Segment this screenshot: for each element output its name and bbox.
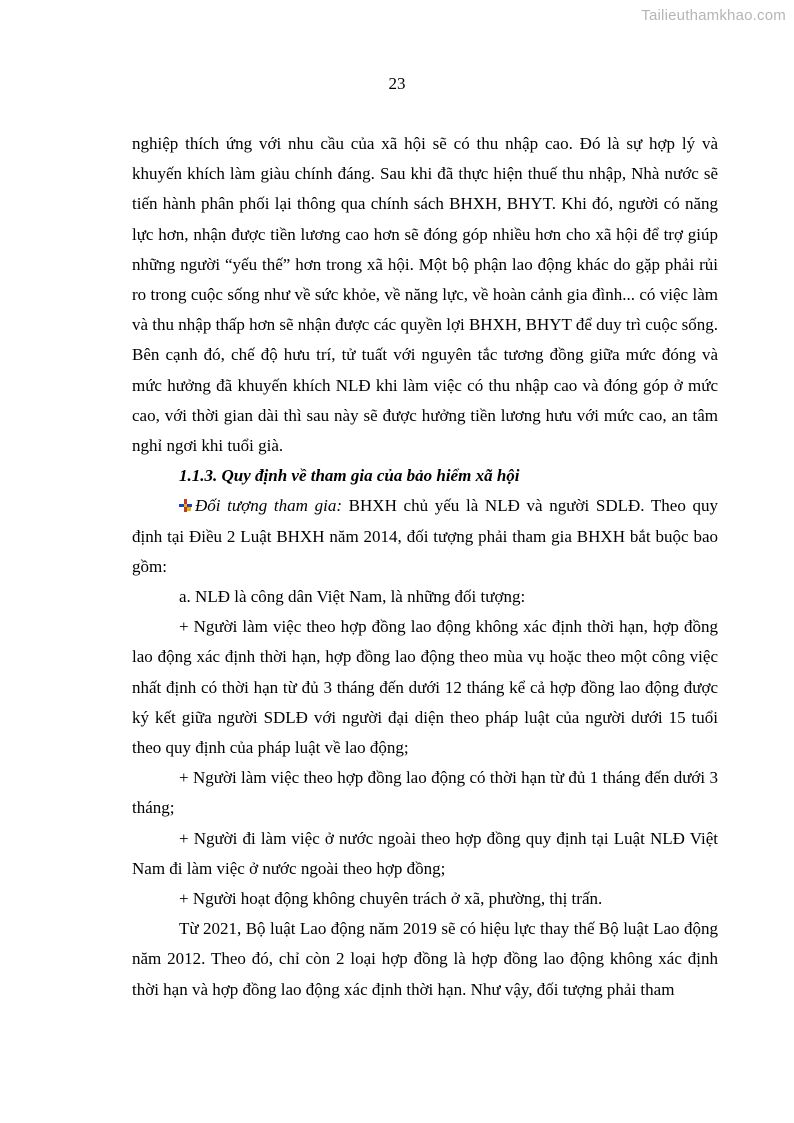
list-item-plus-1: + Người làm việc theo hợp đồng lao động không xác định thời hạn, hợp đồng lao động xác định thời hạn, hợp đồng lao động theo mùa vụ hoặc theo một công việc nhất định có thời hạn từ đủ 3 tháng đến dưới 12 tháng kể cả hợp đồng lao động được ký kết giữa người SDLĐ với người đại diện theo pháp luật của người dưới 15 tuổi theo quy định của pháp luật về lao động; [132,617,718,758]
section-heading: 1.1.3. Quy định về tham gia của bảo hiểm xã hội [179,466,520,486]
document-body [132,129,718,1005]
plus-bullet-icon [179,499,192,512]
participants-label: Đối tượng tham gia: [195,496,342,516]
list-item-plus-3: + Người đi làm việc ở nước ngoài theo hợp đồng quy định tại Luật NLĐ Việt Nam đi làm việc ở nước ngoài theo hợp đồng; [132,828,718,878]
watermark: Tailieuthamkhao.com [641,7,786,24]
list-item-a: a. NLĐ là công dân Việt Nam, là những đối tượng: [179,587,526,607]
paragraph-continuation: nghiệp thích ứng với nhu cầu của xã hội sẽ có thu nhập cao. Đó là sự hợp lý và khuyến khích làm giàu chính đáng. Sau khi đã thực hiện thuế thu nhập, Nhà nước sẽ tiến hành phân phối lại thông qua chính sách BHXH, BHYT. Khi đó, người có năng lực hơn, nhận được tiền lương cao hơn sẽ đóng góp nhiều hơn cho xã hội để trợ giúp những người “yếu thế” hơn trong xã hội. Một bộ phận lao động khác do gặp phải rủi ro trong cuộc sống như về sức khỏe, về năng lực, về hoàn cảnh gia đình... có việc làm và thu nhập thấp hơn sẽ nhận được các quyền lợi BHXH, BHYT để duy trì cuộc sống. Bên cạnh đó, chế độ hưu trí, tử tuất với nguyên tắc tương đồng giữa mức đóng và mức hưởng đã khuyến khích NLĐ khi làm việc có thu nhập cao và đóng góp ở mức cao, với thời gian dài thì sau này sẽ được hưởng tiền lương hưu với mức cao, an tâm nghỉ ngơi khi tuổi già. [132,134,718,456]
list-item-plus-4: + Người hoạt động không chuyên trách ở xã, phường, thị trấn. [179,889,603,909]
page-number: 23 [388,74,406,93]
list-item-plus-2: + Người làm việc theo hợp đồng lao động có thời hạn từ đủ 1 tháng đến dưới 3 tháng; [132,768,718,818]
paragraph-participants [132,491,718,582]
participants-text: BHXH chủ yếu là NLĐ và người SDLĐ. Theo quy định tại Điều 2 Luật BHXH năm 2014, đối tượng phải tham gia BHXH bắt buộc bao gồm: [132,496,718,576]
paragraph-labor-code: Từ 2021, Bộ luật Lao động năm 2019 sẽ có hiệu lực thay thế Bộ luật Lao động năm 2012. Theo đó, chỉ còn 2 loại hợp đồng là hợp đồng lao động không xác định thời hạn và hợp đồng lao động xác định thời hạn. Như vậy, đối tượng phải tham [132,919,718,999]
